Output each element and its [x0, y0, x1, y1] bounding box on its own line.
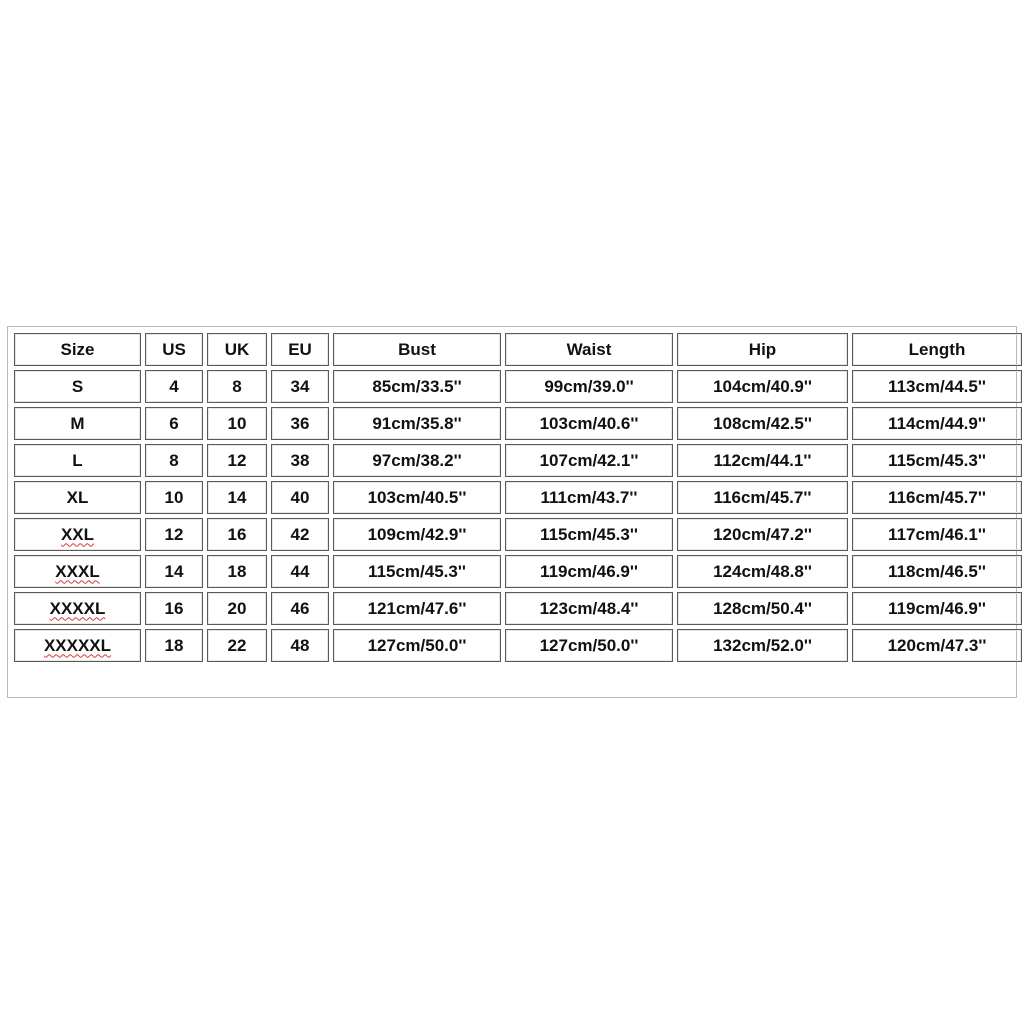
header-row [14, 333, 1022, 366]
cell-uk: 16 [207, 518, 267, 551]
cell-uk: 18 [207, 555, 267, 588]
cell-size: M [14, 407, 141, 440]
cell-bust: 121cm/47.6'' [333, 592, 501, 625]
cell-hip: 116cm/45.7'' [677, 481, 848, 514]
cell-bust: 91cm/35.8'' [333, 407, 501, 440]
cell-waist: 127cm/50.0'' [505, 629, 673, 662]
cell-waist: 99cm/39.0'' [505, 370, 673, 403]
cell-eu: 42 [271, 518, 329, 551]
cell-waist: 123cm/48.4'' [505, 592, 673, 625]
cell-waist: 119cm/46.9'' [505, 555, 673, 588]
cell-eu: 34 [271, 370, 329, 403]
cell-hip: 104cm/40.9'' [677, 370, 848, 403]
cell-waist: 115cm/45.3'' [505, 518, 673, 551]
header-uk: UK [207, 333, 267, 366]
cell-length: 115cm/45.3'' [852, 444, 1022, 477]
header-waist: Waist [505, 333, 673, 366]
cell-uk: 8 [207, 370, 267, 403]
table-row [14, 370, 1022, 403]
table-row [14, 481, 1022, 514]
cell-us: 12 [145, 518, 203, 551]
cell-us: 14 [145, 555, 203, 588]
cell-length: 114cm/44.9'' [852, 407, 1022, 440]
cell-hip: 112cm/44.1'' [677, 444, 848, 477]
cell-uk: 14 [207, 481, 267, 514]
cell-length: 113cm/44.5'' [852, 370, 1022, 403]
cell-hip: 108cm/42.5'' [677, 407, 848, 440]
cell-waist: 103cm/40.6'' [505, 407, 673, 440]
cell-us: 8 [145, 444, 203, 477]
header-us: US [145, 333, 203, 366]
size-chart-frame [7, 326, 1017, 698]
header-size: Size [14, 333, 141, 366]
size-label: XXL [60, 524, 95, 544]
table-row [14, 629, 1022, 662]
cell-size [14, 592, 141, 625]
size-label: XXXXL [49, 598, 106, 618]
cell-hip: 124cm/48.8'' [677, 555, 848, 588]
cell-bust: 85cm/33.5'' [333, 370, 501, 403]
cell-length: 118cm/46.5'' [852, 555, 1022, 588]
table-row [14, 592, 1022, 625]
table-row [14, 518, 1022, 551]
cell-uk: 22 [207, 629, 267, 662]
cell-length: 120cm/47.3'' [852, 629, 1022, 662]
cell-eu: 40 [271, 481, 329, 514]
size-chart-body [14, 370, 1022, 662]
cell-length: 116cm/45.7'' [852, 481, 1022, 514]
cell-waist: 111cm/43.7'' [505, 481, 673, 514]
cell-eu: 48 [271, 629, 329, 662]
cell-eu: 36 [271, 407, 329, 440]
cell-size [14, 518, 141, 551]
cell-bust: 109cm/42.9'' [333, 518, 501, 551]
cell-uk: 20 [207, 592, 267, 625]
cell-uk: 12 [207, 444, 267, 477]
cell-bust: 103cm/40.5'' [333, 481, 501, 514]
cell-us: 6 [145, 407, 203, 440]
cell-bust: 127cm/50.0'' [333, 629, 501, 662]
size-label: XXXL [55, 561, 100, 581]
table-row [14, 444, 1022, 477]
cell-size [14, 555, 141, 588]
header-bust: Bust [333, 333, 501, 366]
cell-eu: 44 [271, 555, 329, 588]
cell-length: 117cm/46.1'' [852, 518, 1022, 551]
cell-hip: 120cm/47.2'' [677, 518, 848, 551]
header-eu: EU [271, 333, 329, 366]
header-length: Length [852, 333, 1022, 366]
cell-hip: 132cm/52.0'' [677, 629, 848, 662]
cell-us: 4 [145, 370, 203, 403]
cell-us: 16 [145, 592, 203, 625]
size-chart-table [10, 329, 1024, 666]
cell-length: 119cm/46.9'' [852, 592, 1022, 625]
table-row [14, 555, 1022, 588]
cell-size [14, 629, 141, 662]
cell-hip: 128cm/50.4'' [677, 592, 848, 625]
cell-uk: 10 [207, 407, 267, 440]
size-label: XXXXXL [43, 635, 112, 655]
cell-bust: 97cm/38.2'' [333, 444, 501, 477]
cell-us: 10 [145, 481, 203, 514]
header-hip: Hip [677, 333, 848, 366]
cell-size: XL [14, 481, 141, 514]
cell-waist: 107cm/42.1'' [505, 444, 673, 477]
cell-eu: 46 [271, 592, 329, 625]
cell-eu: 38 [271, 444, 329, 477]
cell-size: L [14, 444, 141, 477]
table-row [14, 407, 1022, 440]
cell-size: S [14, 370, 141, 403]
cell-us: 18 [145, 629, 203, 662]
cell-bust: 115cm/45.3'' [333, 555, 501, 588]
